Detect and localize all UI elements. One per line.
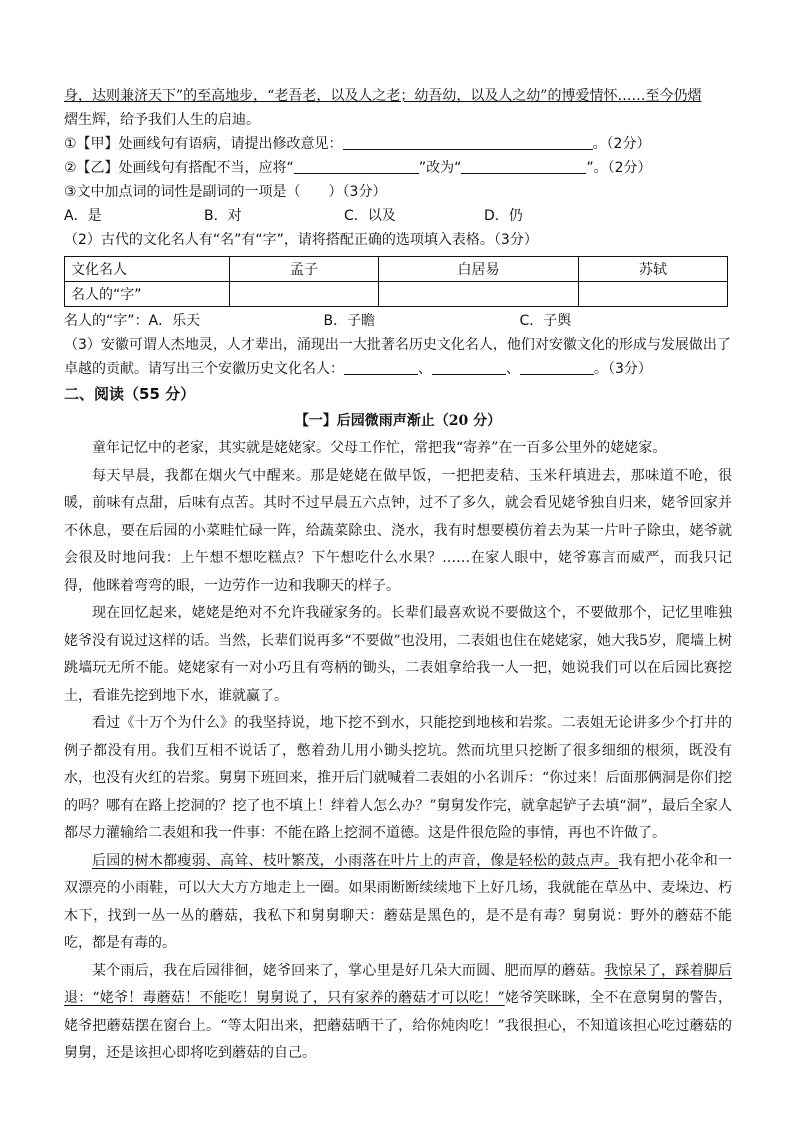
answer-blank[interactable] [520,360,594,375]
article-paragraph-2: 每天早晨，我都在烟火气中醒来。那是姥姥在做早饭，一把把麦秸、玉米秆填进去，那味道不呛，很暖，前味有点甜，后味有点苦。其时不过早晨五六点钟，过不了多久，就会看见姥爷独自归来，姥爷回家并不休息，要在后园的小菜畦忙碌一阵，给蔬菜除虫、浇水，我有时想要模仿着去为某一片叶子除虫，姥爷就会很及时地问我：上午想不想吃糕点？下午想吃什么水果？……在家人眼中，姥爷寡言而威严，而我只记得，他眯着弯弯的眼，一边劳作一边和我聊天的样子。 [64,467,732,594]
exam-page [64,84,732,1068]
option-c[interactable]: C．以及 [344,208,396,224]
answer-blank[interactable] [344,360,418,375]
article-paragraph-5: 后园的树木都瘦弱、高耸、枝叶繁茂，小雨落在叶片上的声音，像是轻松的鼓点声。我有把小花伞和一双漂亮的小雨鞋，可以大大方方地走上一圈。如果雨断断续续地下上好几场，我就能在草丛中、麦垛边、朽木下，找到一丛一丛的蘑菇，我私下和舅舅聊天：蘑菇是黑色的，是不是有毒？舅舅说：野外的蘑菇不能吃，都是有毒的。 [64,852,733,951]
question-1-options [64,204,732,228]
option-b[interactable]: B．对 [204,208,242,224]
article-paragraph-6: 某个雨后，我在后园徘徊，姥爷回来了，掌心里是好几朵大而圆、肥而厚的蘑菇。我惊呆了，踩着脚后退：“姥爷！毒蘑菇！不能吃！舅舅说了，只有家养的蘑菇才可以吃！”姥爷笑眯眯，全不在意舅舅的警告，姥爷把蘑菇摆在窗台上。“等太阳出来，把蘑菇晒干了，给你炖肉吃！”我很担心，不知道该担心吃过蘑菇的舅舅，还是该担心即将吃到蘑菇的自己。 [64,962,733,1061]
section-heading: 二、阅读（55 分） [64,385,196,403]
question-1-item-1: ①【甲】处画线句有语病，请提出修改意见： 。（2分） [64,136,651,152]
underlined-sentence: 我惊呆了，踩着脚后退：“姥爷！毒蘑菇！不能吃！舅舅说了，只有家养的蘑菇才可以吃！” [64,962,733,1006]
question-3-line-2: 卓越的贡献。请写出三个安徽历史文化名人： 、 、 。（3分） [64,361,652,377]
names-table [64,256,728,307]
table-header-label: 文化名人 [65,257,230,282]
question-3-line-1: （3）安徽可谓人杰地灵，人才辈出，涌现出一大批著名历史文化名人，他们对安徽文化的形成与发展做出了 [64,337,731,353]
choice-a[interactable]: A．乐天 [148,313,201,329]
answer-blank[interactable] [461,159,586,174]
question-1-item-3: ③文中加点词的词性是副词的一项是（ ）（3分） [64,184,387,200]
question-1-item-2: ②【乙】处画线句有搭配不当，应将“ ”改为“ ”。（2分） [64,160,652,176]
table-row [65,257,728,282]
option-a[interactable]: A．是 [64,208,102,224]
article-paragraph-1: 童年记忆中的老家，其实就是姥姥家。父母工作忙，常把我“寄养”在一百多公里外的姥姥家。 [92,440,667,456]
choice-b[interactable]: B．子瞻 [323,313,376,329]
table-answer-cell[interactable] [230,282,379,307]
article-title: 【一】后园微雨声渐止（20 分） [294,413,502,429]
table-answer-cell[interactable] [379,282,579,307]
answer-blank[interactable] [343,135,593,150]
intro-line-2: 熠生辉，给予我们人生的启迪。 [64,112,260,128]
table-cell-person: 白居易 [379,257,579,282]
underlined-sentence: 后园的树木都瘦弱、高耸、枝叶繁茂，小雨落在叶片上的声音，像是轻松的鼓点声。 [92,852,619,869]
table-row-label: 名人的“字” [65,282,230,307]
table-answer-cell[interactable] [578,282,727,307]
underlined-quote: 身，达则兼济天下”的至高地步，“老吾老，以及人之老；幼吾幼，以及人之幼”的博爱情怀……至今仍熠 [64,88,702,104]
choice-c[interactable]: C．子舆 [519,313,572,329]
article-paragraph-4: 看过《十万个为什么》的我坚持说，地下挖不到水，只能挖到地核和岩浆。二表姐无论讲多少个打井的例子都没有用。我们互相不说话了，憋着劲儿用小锄头挖坑。然而坑里只挖断了很多细细的根须，既没有水，也没有火红的岩浆。舅舅下班回来，推开后门就喊着二表姐的小名训斥：“你过来！后面那俩洞是你们挖的吗？哪有在路上挖洞的？挖了也不填上！绊着人怎么办？”舅舅发作完，就拿起铲子去填“洞”，最后全家人都尽力灌输给二表姐和我一件事：不能在路上挖洞不道德。这是件很危险的事情，再也不许做了。 [64,715,732,841]
article-paragraph-3: 现在回忆起来，姥姥是绝对不允许我碰家务的。长辈们最喜欢说不要做这个，不要做那个，记忆里唯独姥爷没有说过这样的话。当然，长辈们说再多“不要做”也没用，二表姐也住在姥姥家，她大我5岁，爬墙上树跳墙玩无所不能。姥姥家有一对小巧且有弯柄的锄头，二表姐拿给我一人一把，她说我们可以在后园比赛挖土，看谁先挖到地下水，谁就赢了。 [64,605,732,704]
answer-blank[interactable] [432,360,506,375]
table-cell-person: 孟子 [230,257,379,282]
answer-blank[interactable] [294,159,419,174]
question-2-choices: 名人的“字”：A．乐天 B．子瞻 C．子舆 [64,309,732,333]
option-d[interactable]: D．仍 [484,208,523,224]
intro-line-1 [64,84,732,108]
table-row [65,282,728,307]
table-cell-person: 苏轼 [578,257,727,282]
question-2-prompt: （2）古代的文化名人有“名”有“字”，请将搭配正确的选项填入表格。（3分） [64,232,538,248]
